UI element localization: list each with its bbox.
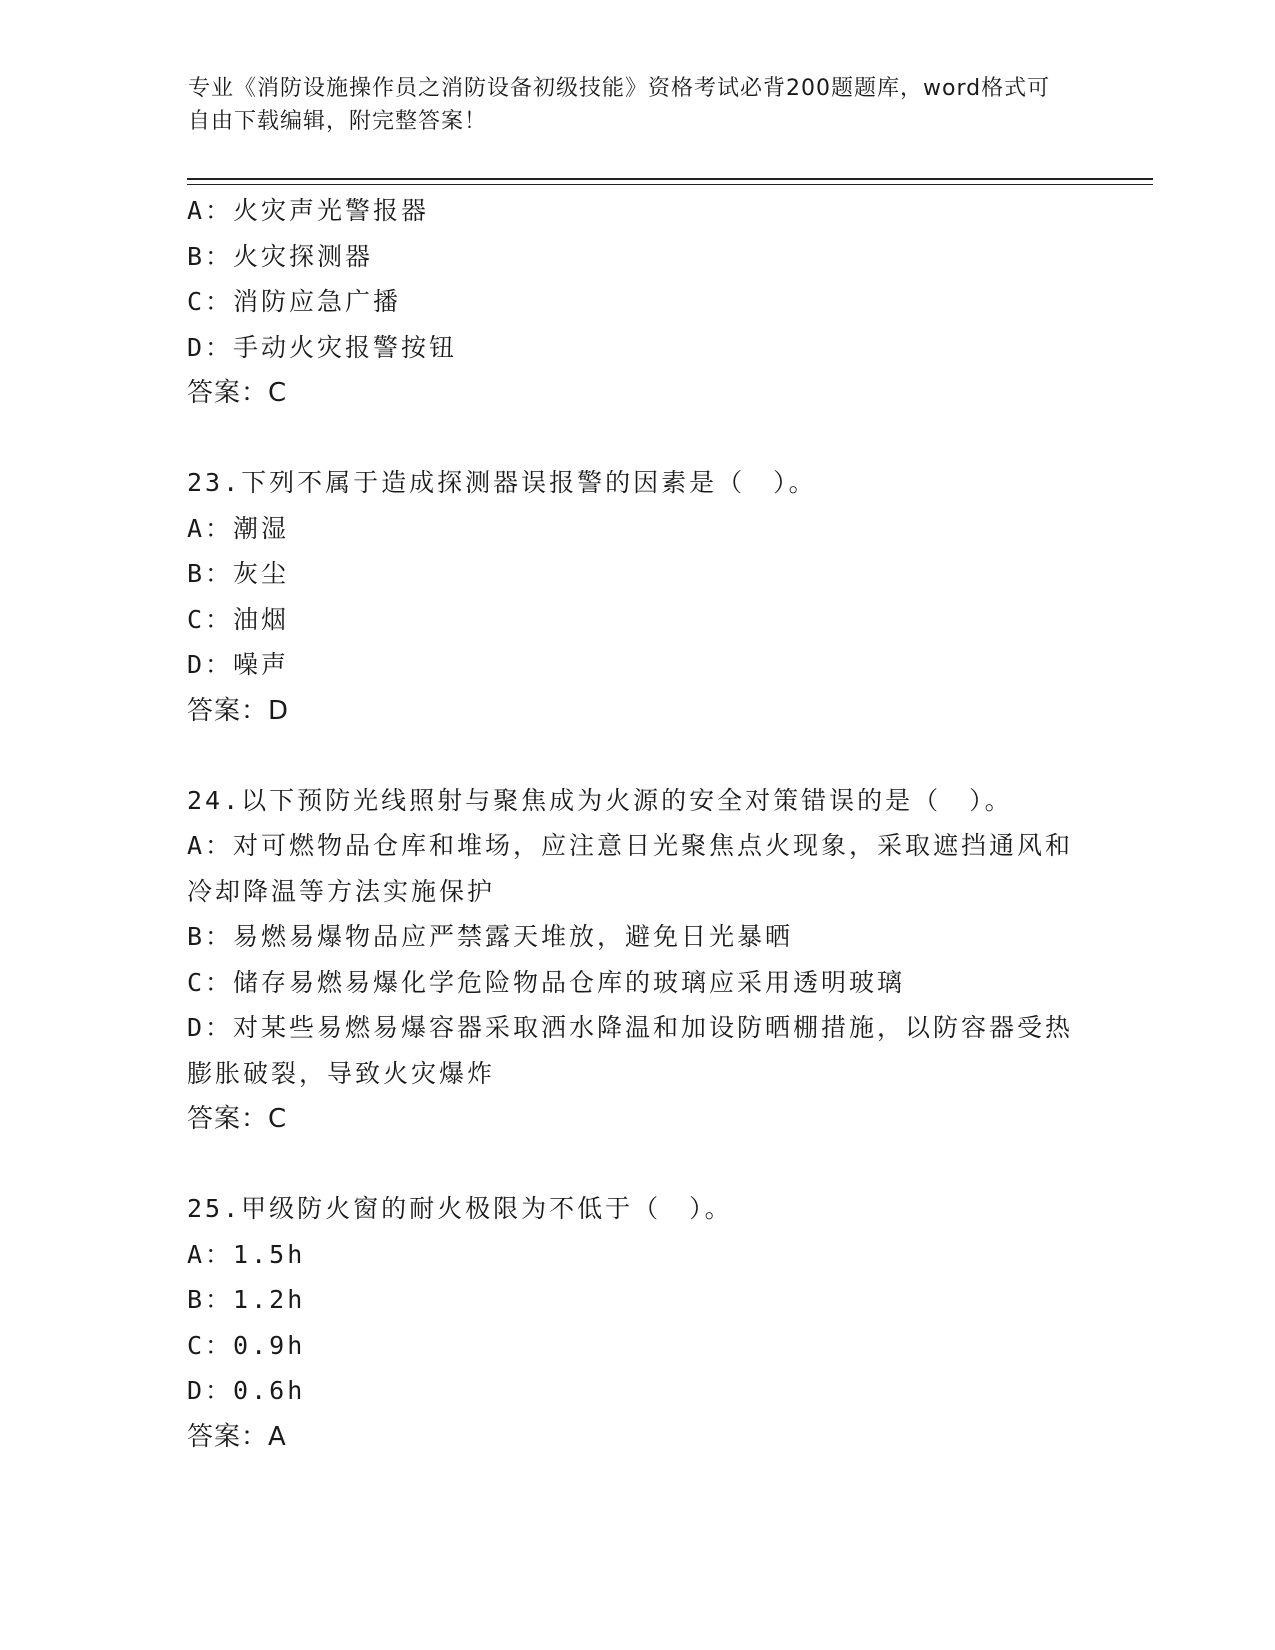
option-a: A：火灾声光警报器	[187, 196, 430, 225]
option-a: A：对可燃物品仓库和堆场，应注意日光聚焦点火现象，采取遮挡通风和冷却降温等方法实施保护	[187, 831, 1074, 906]
question-block-22	[187, 188, 1087, 416]
option-c: C：消防应急广播	[187, 287, 402, 316]
option-d: D：手动火灾报警按钮	[187, 332, 458, 362]
option-a: A：潮湿	[187, 513, 290, 543]
answer-line: 答案：C	[187, 378, 288, 408]
option-c: C：0.9h	[187, 1330, 306, 1360]
option-d: D：噪声	[187, 650, 290, 679]
question-block-24	[187, 778, 1087, 1143]
header-divider	[187, 178, 1153, 180]
option-b: B：易燃易爆物品应严禁露天堆放，避免日光暴晒	[187, 922, 794, 951]
option-c: C：储存易燃易爆化学危险物品仓库的玻璃应采用透明玻璃	[187, 967, 906, 997]
answer-line: 答案：C	[187, 1104, 288, 1134]
answer-line: 答案：A	[187, 1421, 287, 1452]
option-d: D：对某些易燃易爆容器采取洒水降温和加设防晒棚措施，以防容器受热膨胀破裂，导致火灾爆炸	[187, 1013, 1074, 1088]
option-a: A：1.5h	[187, 1239, 306, 1269]
question-list	[187, 188, 1087, 1460]
question-text: 24.以下预防光线照射与聚焦成为火源的安全对策错误的是（ ）。	[187, 785, 1013, 815]
option-b: B：1.2h	[187, 1285, 306, 1314]
answer-line: 答案：D	[187, 695, 290, 726]
question-text: 23.下列不属于造成探测器误报警的因素是（ ）。	[187, 468, 817, 497]
option-b: B：灰尘	[187, 559, 290, 588]
question-block-23	[187, 460, 1087, 734]
option-d: D：0.6h	[187, 1376, 306, 1405]
document-header: 专业《消防设施操作员之消防设备初级技能》资格考试必背200题题库，word格式可自由下载编辑，附完整答案！	[188, 76, 1051, 134]
header-divider-thin	[187, 184, 1153, 185]
question-text: 25.甲级防火窗的耐火极限为不低于（ ）。	[187, 1194, 733, 1223]
question-block-25	[187, 1186, 1087, 1460]
option-c: C：油烟	[187, 604, 290, 634]
option-b: B：火灾探测器	[187, 241, 374, 271]
